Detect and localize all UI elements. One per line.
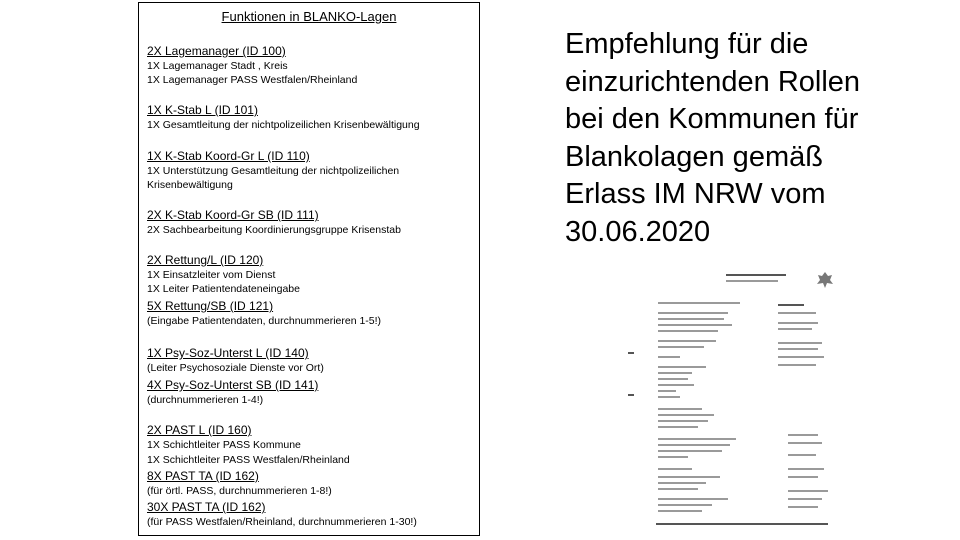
heading-line: 30.06.2020 (565, 215, 711, 248)
decree-document-thumbnail (628, 270, 838, 528)
entry-line: 2X Sachbearbeitung Koordinierungsgruppe Krisenstab (147, 224, 401, 236)
entry-line: 1X Lagemanager Stadt , Kreis (147, 60, 288, 72)
recommendation-heading (565, 26, 955, 251)
entry-line: Krisenbewältigung (147, 179, 233, 191)
heading-line: Erlass IM NRW vom (565, 178, 826, 210)
entry-heading: 5X Rettung/SB (ID 121) (147, 299, 274, 313)
entry-line: 1X Schichtleiter PASS Westfalen/Rheinland (147, 454, 350, 466)
entry-heading: 2X K-Stab Koord-Gr SB (ID 111) (147, 208, 319, 222)
entry-heading: 1X K-Stab L (ID 101) (147, 103, 258, 117)
entry-heading: 1X K-Stab Koord-Gr L (ID 110) (147, 149, 310, 163)
heading-line: Empfehlung für die (565, 28, 809, 60)
entry-line: (für PASS Westfalen/Rheinland, durchnummerieren 1-30!) (147, 516, 417, 528)
entry-heading: 8X PAST TA (ID 162) (147, 469, 259, 483)
heading-line: einzurichtenden Rollen (565, 65, 861, 98)
entry-line: 1X Gesamtleitung der nichtpolizeilichen Krisenbewältigung (147, 119, 420, 131)
entry-line: (Leiter Psychosoziale Dienste vor Ort) (147, 362, 324, 374)
entry-heading: 1X Psy-Soz-Unterst L (ID 140) (147, 346, 309, 360)
box-title: Funktionen in BLANKO-Lagen (221, 9, 397, 24)
entry-line: 1X Unterstützung Gesamtleitung der nichtpolizeilichen (147, 165, 400, 177)
entry-line: (Eingabe Patientendaten, durchnummerieren 1-5!) (147, 315, 382, 327)
entry-heading: 30X PAST TA (ID 162) (147, 500, 266, 514)
entry-line: 1X Lagemanager PASS Westfalen/Rheinland (147, 74, 358, 86)
entry-line: (für örtl. PASS, durchnummerieren 1-8!) (147, 485, 332, 497)
entry-line: 1X Einsatzleiter vom Dienst (147, 269, 276, 281)
entry-heading: 2X Lagemanager (ID 100) (147, 44, 286, 58)
nrw-eagle-icon (815, 270, 835, 290)
entry-line: 1X Schichtleiter PASS Kommune (147, 439, 301, 451)
heading-line: bei den Kommunen für (565, 103, 859, 135)
entry-line: 1X Leiter Patientendateneingabe (147, 283, 300, 295)
functions-box (138, 2, 480, 536)
entry-line: (durchnummerieren 1-4!) (147, 394, 264, 406)
entry-heading: 2X PAST L (ID 160) (147, 423, 252, 437)
entry-heading: 2X Rettung/L (ID 120) (147, 253, 264, 267)
heading-line: Blankolagen gemäß (565, 140, 823, 173)
entry-heading: 4X Psy-Soz-Unterst SB (ID 141) (147, 378, 319, 392)
